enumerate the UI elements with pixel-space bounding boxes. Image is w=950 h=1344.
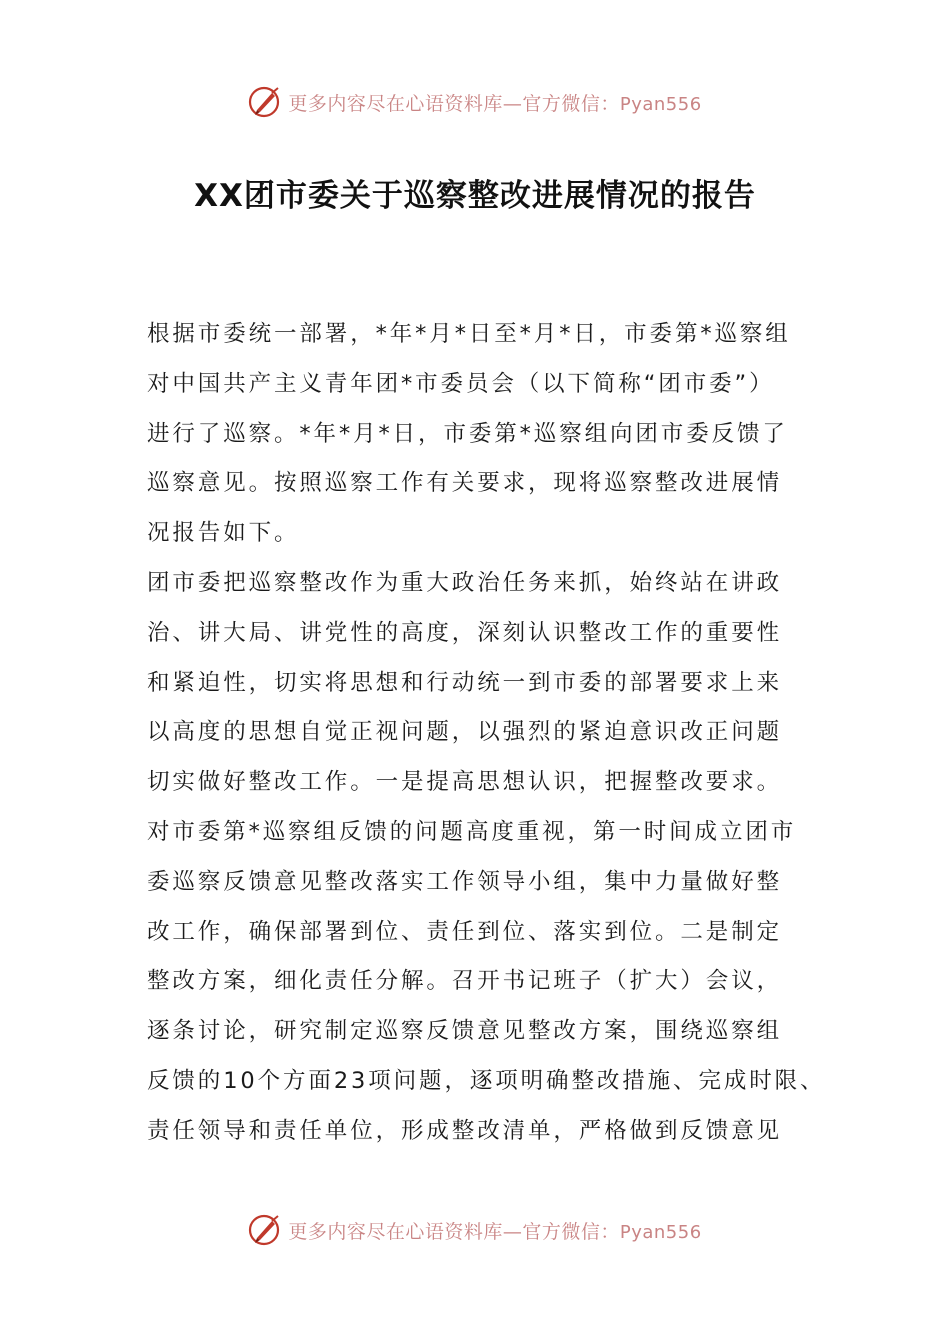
body-line: 对中国共产主义青年团*市委员会（以下简称“团市委”）: [147, 370, 775, 397]
body-line: 逐条讨论，研究制定巡察反馈意见整改方案，围绕巡察组: [147, 1018, 783, 1045]
body-line: 况报告如下。: [147, 520, 300, 547]
body-line: 责任领导和责任单位，形成整改清单，严格做到反馈意见: [147, 1117, 783, 1144]
header-banner-text: 更多内容尽在心语资料库—官方微信：Pyan556: [288, 92, 702, 115]
body-line: 切实做好整改工作。一是提高思想认识，把握整改要求。: [147, 769, 783, 796]
footer-banner-text: 更多内容尽在心语资料库—官方微信：Pyan556: [288, 1220, 702, 1243]
pen-logo-icon: [248, 1212, 284, 1248]
footer-watermark-banner: [0, 1210, 950, 1250]
body-line: 以高度的思想自觉正视问题，以强烈的紧迫意识改正问题: [147, 719, 783, 746]
body-line: 根据市委统一部署，*年*月*日至*月*日，市委第*巡察组: [147, 321, 791, 347]
header-watermark-banner: [0, 82, 950, 122]
body-line: 进行了巡察。*年*月*日，市委第*巡察组向团市委反馈了: [147, 420, 788, 447]
pen-logo-icon: [248, 84, 284, 120]
body-line: 对市委第*巡察组反馈的问题高度重视，第一时间成立团市: [147, 818, 797, 845]
document-body: [147, 310, 837, 1157]
body-line: 改工作，确保部署到位、责任到位、落实到位。二是制定: [147, 918, 783, 945]
body-line: 治、讲大局、讲党性的高度，深刻认识整改工作的重要性: [147, 619, 783, 646]
body-line: 整改方案，细化责任分解。召开书记班子（扩大）会议，: [147, 968, 783, 995]
footer-wechat-id: Pyan556: [619, 1221, 702, 1243]
body-line: 反馈的10个方面23项问题，逐项明确整改措施、完成时限、: [147, 1067, 826, 1094]
body-line: 巡察意见。按照巡察工作有关要求，现将巡察整改进展情: [147, 470, 783, 497]
header-wechat-id: Pyan556: [619, 93, 702, 115]
body-line: 团市委把巡察整改作为重大政治任务来抓，始终站在讲政: [147, 569, 783, 596]
body-line: 委巡察反馈意见整改落实工作领导小组，集中力量做好整: [147, 868, 783, 895]
body-line: 和紧迫性，切实将思想和行动统一到市委的部署要求上来: [147, 669, 783, 696]
document-title: XX团市委关于巡察整改进展情况的报告: [194, 178, 756, 214]
